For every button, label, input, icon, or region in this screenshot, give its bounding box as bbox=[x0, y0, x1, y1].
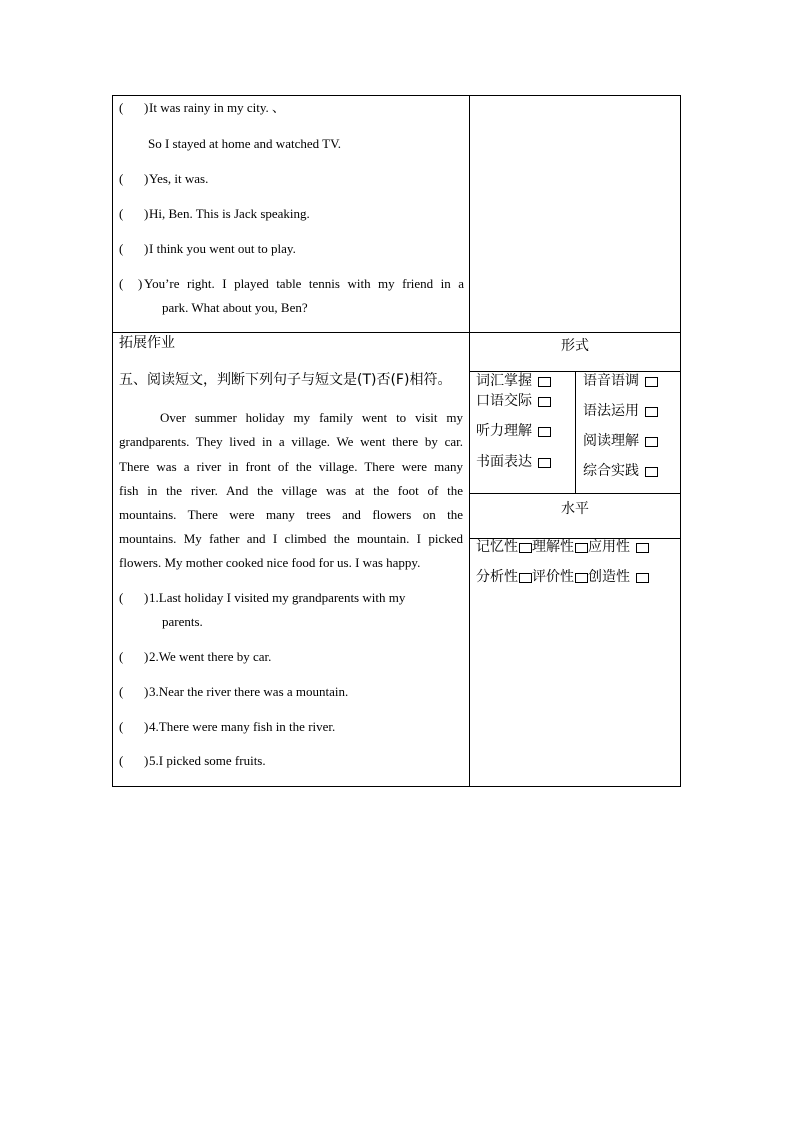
row-divider bbox=[112, 332, 681, 333]
dialogue-line: I think you went out to play. bbox=[149, 241, 296, 256]
checkbox[interactable] bbox=[645, 437, 658, 447]
level-label: 评价性 bbox=[532, 569, 574, 585]
form-item bbox=[476, 393, 551, 411]
checkbox[interactable] bbox=[538, 427, 551, 437]
level-header-top-divider bbox=[469, 493, 681, 494]
form-item-label: 词汇掌握 bbox=[476, 373, 532, 389]
form-item-label: 阅读理解 bbox=[583, 433, 639, 449]
form-item-label: 语音语调 bbox=[583, 373, 639, 389]
form-item bbox=[583, 463, 658, 481]
dialogue-line: It was rainy in my city. 、 bbox=[149, 100, 285, 115]
level-label: 记忆性 bbox=[476, 539, 518, 555]
dialogue-line: Yes, it was. bbox=[149, 171, 209, 186]
passage-line: There was a river in front of the village. There were many bbox=[119, 459, 463, 474]
checkbox[interactable] bbox=[636, 573, 649, 583]
level-label: 创造性 bbox=[588, 569, 630, 585]
paren-open: ( bbox=[119, 100, 124, 115]
checkbox[interactable] bbox=[645, 467, 658, 477]
level-row bbox=[476, 539, 649, 557]
passage-line: Over summer holiday my family went to visit my bbox=[160, 410, 463, 425]
dialogue-line-continuation: park. What about you, Ben? bbox=[162, 300, 308, 315]
paren-open: ( bbox=[119, 206, 124, 221]
passage-line: fish in the river. And the village was at the foot of the bbox=[119, 483, 463, 498]
checkbox[interactable] bbox=[636, 543, 649, 553]
paren-close: ) bbox=[138, 276, 143, 291]
checkbox[interactable] bbox=[575, 543, 588, 553]
passage-line: mountains. There were many trees and flowers on the bbox=[119, 507, 463, 522]
section-heading: 拓展作业 bbox=[119, 335, 175, 351]
checkbox[interactable] bbox=[538, 458, 551, 468]
paren-close: ) bbox=[144, 753, 149, 768]
form-item-label: 语法运用 bbox=[583, 403, 639, 419]
checkbox[interactable] bbox=[519, 543, 532, 553]
form-item-label: 综合实践 bbox=[583, 463, 639, 479]
question: 5.I picked some fruits. bbox=[149, 753, 266, 768]
question: 3.Near the river there was a mountain. bbox=[149, 684, 349, 699]
paren-close: ) bbox=[144, 649, 149, 664]
dialogue-line: Hi, Ben. This is Jack speaking. bbox=[149, 206, 310, 221]
checkbox[interactable] bbox=[538, 397, 551, 407]
form-item bbox=[476, 423, 551, 441]
checkbox[interactable] bbox=[538, 377, 551, 387]
paren-close: ) bbox=[144, 684, 149, 699]
form-column-divider bbox=[575, 371, 576, 493]
form-header: 形式 bbox=[561, 338, 589, 354]
paren-open: ( bbox=[119, 171, 124, 186]
form-item bbox=[476, 373, 551, 391]
dialogue-line: So I stayed at home and watched TV. bbox=[148, 136, 342, 151]
checkbox[interactable] bbox=[519, 573, 532, 583]
question: 2.We went there by car. bbox=[149, 649, 272, 664]
question: 4.There were many fish in the river. bbox=[149, 719, 336, 734]
level-row bbox=[476, 569, 649, 587]
level-label: 分析性 bbox=[476, 569, 518, 585]
form-item-label: 书面表达 bbox=[476, 454, 532, 470]
form-item-label: 听力理解 bbox=[476, 423, 532, 439]
paren-open: ( bbox=[119, 649, 124, 664]
checkbox[interactable] bbox=[645, 377, 658, 387]
dialogue-line: You’re right. I played table tennis with my friend in a bbox=[144, 276, 464, 291]
paren-open: ( bbox=[119, 590, 124, 605]
paren-close: ) bbox=[144, 171, 149, 186]
column-divider bbox=[469, 95, 470, 787]
checkbox[interactable] bbox=[645, 407, 658, 417]
paren-open: ( bbox=[119, 276, 124, 291]
checkbox[interactable] bbox=[575, 573, 588, 583]
form-item-label: 口语交际 bbox=[476, 393, 532, 409]
instruction: 五、阅读短文，判断下列句子与短文是(T)否(F)相符。 bbox=[119, 372, 452, 388]
worksheet-table bbox=[112, 95, 681, 787]
form-item bbox=[476, 454, 551, 472]
paren-open: ( bbox=[119, 684, 124, 699]
passage-line: grandparents. They lived in a village. We went there by car. bbox=[119, 434, 463, 449]
paren-close: ) bbox=[144, 719, 149, 734]
form-item bbox=[583, 433, 658, 451]
passage-line: mountains. My father and I climbed the mountain. I picked bbox=[119, 531, 463, 546]
paren-open: ( bbox=[119, 719, 124, 734]
paren-close: ) bbox=[144, 100, 149, 115]
question-continuation: parents. bbox=[162, 614, 203, 629]
paren-close: ) bbox=[144, 241, 149, 256]
form-item bbox=[583, 373, 658, 391]
paren-open: ( bbox=[119, 241, 124, 256]
level-label: 应用性 bbox=[588, 539, 630, 555]
passage-line: flowers. My mother cooked nice food for us. I was happy. bbox=[119, 555, 421, 570]
level-label: 理解性 bbox=[532, 539, 574, 555]
level-header: 水平 bbox=[561, 501, 589, 517]
paren-open: ( bbox=[119, 753, 124, 768]
form-item bbox=[583, 403, 658, 421]
paren-close: ) bbox=[144, 590, 149, 605]
paren-close: ) bbox=[144, 206, 149, 221]
question: 1.Last holiday I visited my grandparents with my bbox=[149, 590, 406, 605]
